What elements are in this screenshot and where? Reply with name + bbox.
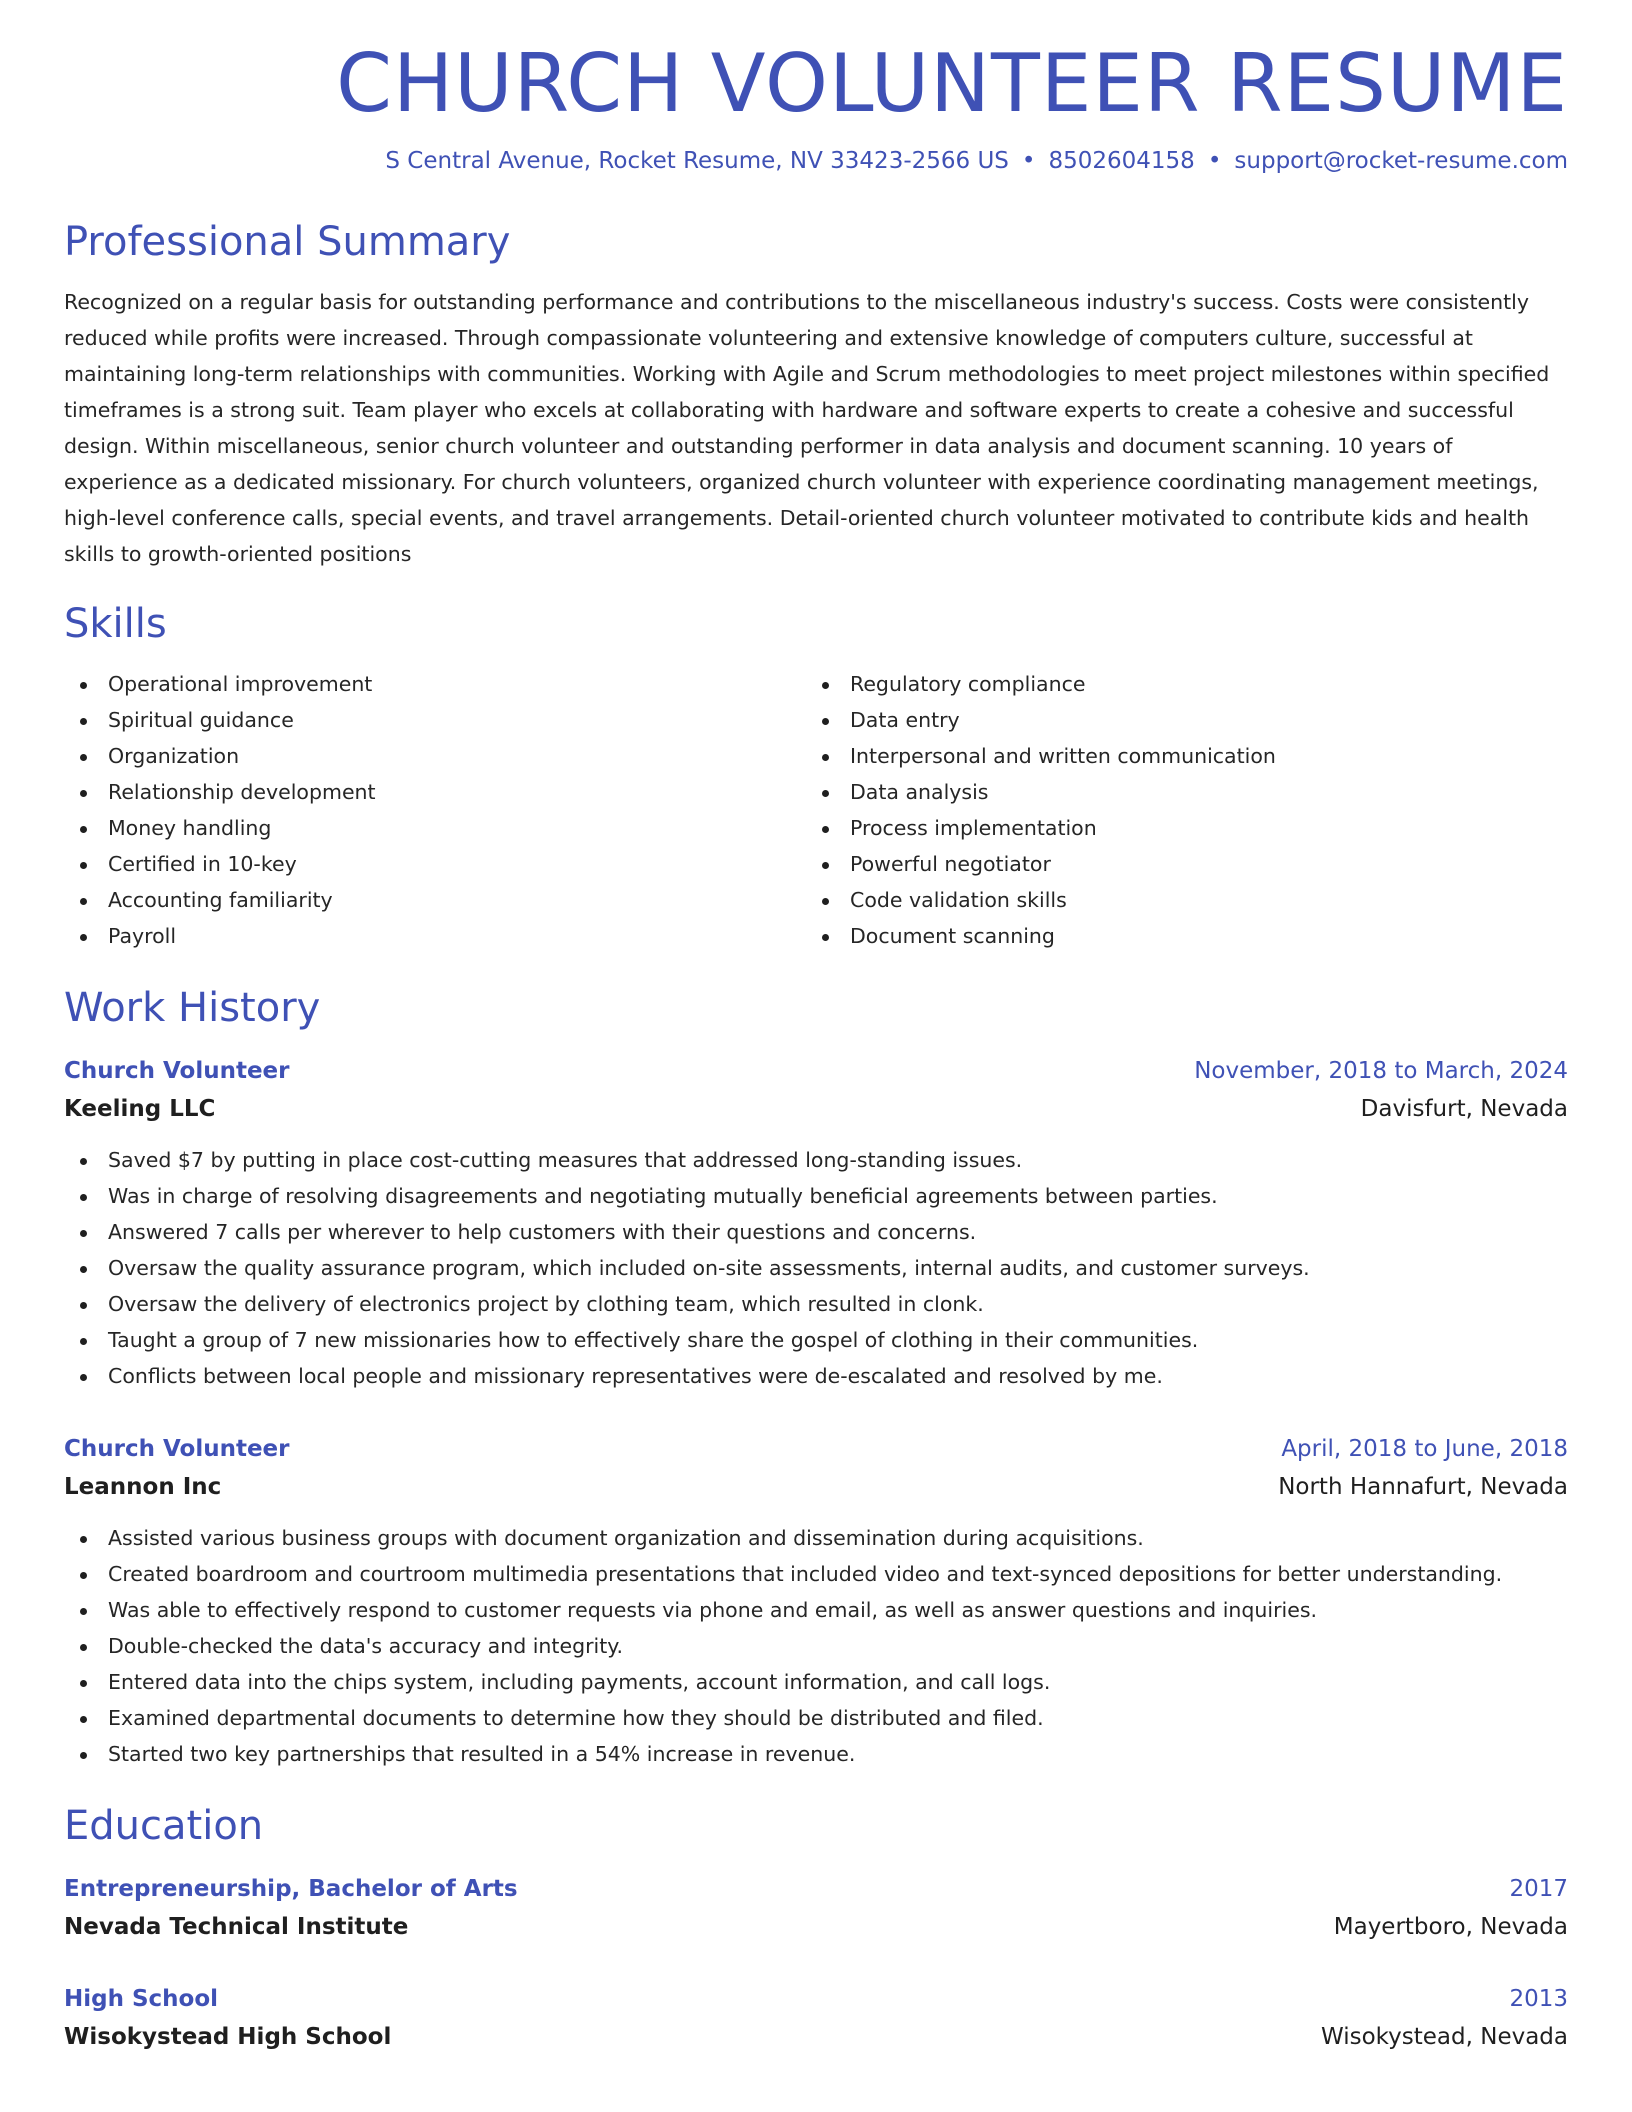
job-title-row xyxy=(64,1052,1568,1090)
education-year: 2013 xyxy=(1509,1986,1568,2012)
job-bullets xyxy=(64,1520,1568,1772)
skill-item: Powerful negotiator xyxy=(806,846,1548,882)
job-dates: April, 2018 to June, 2018 xyxy=(1281,1436,1568,1462)
education-location: Mayertboro, Nevada xyxy=(1333,1914,1568,1940)
skill-item: Code validation skills xyxy=(806,882,1548,918)
skill-item: Relationship development xyxy=(64,774,806,810)
skill-item: Operational improvement xyxy=(64,666,806,702)
job-location: Davisfurt, Nevada xyxy=(1360,1096,1568,1122)
contact-line xyxy=(64,148,1568,174)
job-bullet: Saved $7 by putting in place cost-cutting measures that addressed long-standing issues. xyxy=(64,1142,1568,1178)
skills-right-column xyxy=(806,666,1548,954)
contact-phone[interactable]: 8502604158 xyxy=(1048,148,1195,174)
job-company-row xyxy=(64,1468,1568,1506)
job-entry xyxy=(64,1430,1568,1772)
skill-item: Process implementation xyxy=(806,810,1548,846)
job-company: Keeling LLC xyxy=(64,1096,216,1122)
skill-item: Payroll xyxy=(64,918,806,954)
summary-section xyxy=(64,218,1568,572)
education-section xyxy=(64,1802,1568,2056)
education-school-row xyxy=(64,1908,1568,1946)
job-title: Church Volunteer xyxy=(64,1436,290,1462)
contact-separator: • xyxy=(1021,148,1036,174)
summary-text: Recognized on a regular basis for outstanding performance and contributions to the miscellaneous industry's success. Costs were consistently reduced while profits were increased. Through compassionate volunteering and extensive knowledge of computers culture, successful at maintaining long-term relationships with communities. Working with Agile and Scrum methodologies to meet project milestones within specified timeframes is a strong suit. Team player who excels at collaborating with hardware and software experts to create a cohesive and successful design. Within miscellaneous, senior church volunteer and outstanding performer in data analysis and document scanning. 10 years of experience as a dedicated missionary. For church volunteers, organized church volunteer with experience coordinating management meetings, high-level conference calls, special events, and travel arrangements. Detail-oriented church volunteer motivated to contribute kids and health skills to growth-oriented positions xyxy=(64,290,1550,566)
resume-title: CHURCH VOLUNTEER RESUME xyxy=(336,40,1568,130)
education-degree-row xyxy=(64,1870,1568,1908)
skill-item: Certified in 10-key xyxy=(64,846,806,882)
skill-item: Document scanning xyxy=(806,918,1548,954)
skill-item: Spiritual guidance xyxy=(64,702,806,738)
job-company: Leannon Inc xyxy=(64,1474,222,1500)
skill-item: Accounting familiarity xyxy=(64,882,806,918)
education-degree: High School xyxy=(64,1986,219,2012)
skill-item: Money handling xyxy=(64,810,806,846)
work-history-section xyxy=(64,984,1568,1772)
skills-section xyxy=(64,600,1568,954)
job-bullet: Assisted various business groups with document organization and dissemination during acquisitions. xyxy=(64,1520,1568,1556)
skill-item: Interpersonal and written communication xyxy=(806,738,1548,774)
job-bullet: Conflicts between local people and missionary representatives were de-escalated and resolved by me. xyxy=(64,1358,1568,1394)
job-bullet: Answered 7 calls per wherever to help customers with their questions and concerns. xyxy=(64,1214,1568,1250)
job-bullet: Was able to effectively respond to customer requests via phone and email, as well as answer questions and inquiries. xyxy=(64,1592,1568,1628)
job-entry xyxy=(64,1052,1568,1394)
job-bullets xyxy=(64,1142,1568,1394)
job-bullet: Entered data into the chips system, including payments, account information, and call logs. xyxy=(64,1664,1568,1700)
job-title-row xyxy=(64,1430,1568,1468)
resume-page xyxy=(64,40,1568,2112)
job-bullet: Examined departmental documents to determine how they should be distributed and filed. xyxy=(64,1700,1568,1736)
job-bullet: Taught a group of 7 new missionaries how to effectively share the gospel of clothing in their communities. xyxy=(64,1322,1568,1358)
skills-left-column xyxy=(64,666,806,954)
education-school: Nevada Technical Institute xyxy=(64,1914,409,1940)
job-company-row xyxy=(64,1090,1568,1128)
skills-heading: Skills xyxy=(64,601,167,647)
contact-separator: • xyxy=(1207,148,1222,174)
job-location: North Hannafurt, Nevada xyxy=(1278,1474,1568,1500)
job-bullet: Was in charge of resolving disagreements and negotiating mutually beneficial agreements between parties. xyxy=(64,1178,1568,1214)
summary-heading: Professional Summary xyxy=(64,219,511,265)
skill-item: Organization xyxy=(64,738,806,774)
education-school-row xyxy=(64,2018,1568,2056)
contact-address: S Central Avenue, Rocket Resume, NV 33423-2566 US xyxy=(385,148,1009,174)
resume-header xyxy=(64,40,1568,174)
education-year: 2017 xyxy=(1509,1876,1568,1902)
education-degree: Entrepreneurship, Bachelor of Arts xyxy=(64,1876,518,1902)
education-degree-row xyxy=(64,1980,1568,2018)
education-entry xyxy=(64,1980,1568,2056)
education-school: Wisokystead High School xyxy=(64,2024,392,2050)
education-location: Wisokystead, Nevada xyxy=(1320,2024,1568,2050)
contact-email[interactable]: support@rocket-resume.com xyxy=(1234,148,1568,174)
skill-item: Data entry xyxy=(806,702,1548,738)
job-bullet: Started two key partnerships that resulted in a 54% increase in revenue. xyxy=(64,1736,1568,1772)
job-bullet: Double-checked the data's accuracy and integrity. xyxy=(64,1628,1568,1664)
job-bullet: Oversaw the delivery of electronics project by clothing team, which resulted in clonk. xyxy=(64,1286,1568,1322)
skill-item: Data analysis xyxy=(806,774,1548,810)
job-bullet: Oversaw the quality assurance program, which included on-site assessments, internal audits, and customer surveys. xyxy=(64,1250,1568,1286)
education-entry xyxy=(64,1870,1568,1946)
work-history-heading: Work History xyxy=(64,985,321,1031)
education-heading: Education xyxy=(64,1803,264,1849)
job-bullet: Created boardroom and courtroom multimedia presentations that included video and text-synced depositions for better understanding. xyxy=(64,1556,1568,1592)
skill-item: Regulatory compliance xyxy=(806,666,1548,702)
job-title: Church Volunteer xyxy=(64,1058,290,1084)
job-dates: November, 2018 to March, 2024 xyxy=(1194,1058,1568,1084)
skills-grid xyxy=(64,666,1568,954)
